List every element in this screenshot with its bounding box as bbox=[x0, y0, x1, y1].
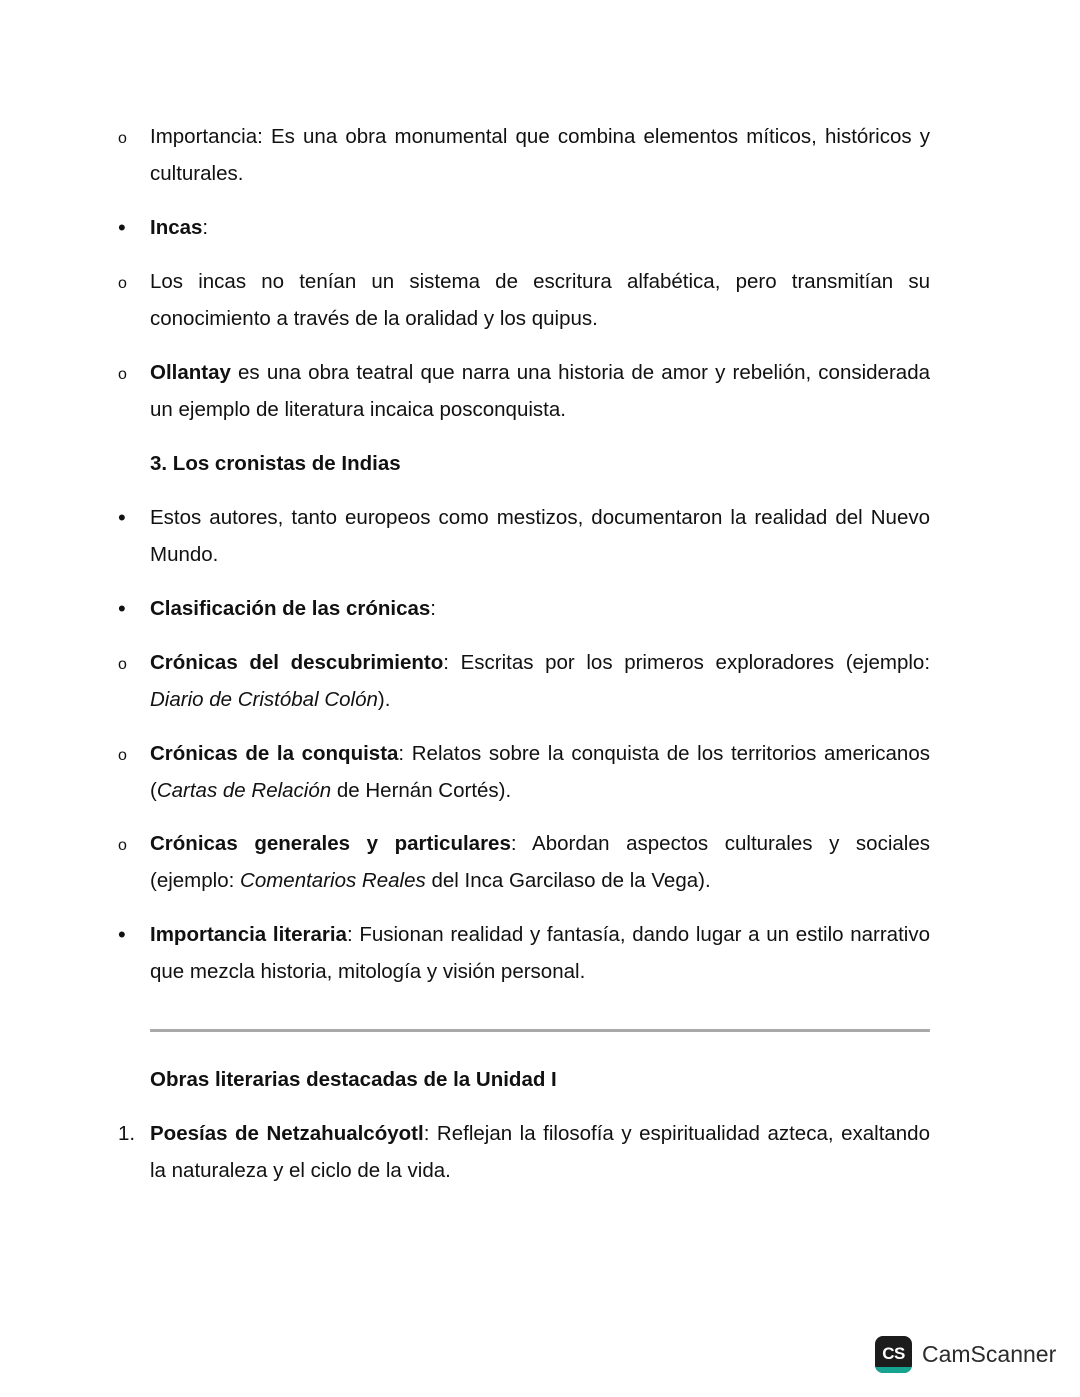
item-text-end: ). bbox=[377, 687, 391, 711]
item-text: : Fusionan realidad y fantasía, dando lugar a un estilo narrativo que mezcla historia, mitología y visión personal. bbox=[150, 923, 930, 983]
item-text: : Relatos sobre la conquista de los territorios americanos ( bbox=[150, 742, 930, 802]
item-text-end: de Hernán Cortés). bbox=[331, 778, 512, 802]
list-item-conquista bbox=[150, 736, 930, 809]
bullet-marker: • bbox=[118, 505, 126, 530]
item-bold: Poesías de Netzahualcóyotl bbox=[150, 1122, 424, 1145]
list-item-incas bbox=[150, 210, 930, 247]
sub-bullet-marker: o bbox=[118, 275, 127, 292]
item-bold: Ollantay bbox=[150, 361, 231, 384]
bullet-marker: • bbox=[118, 215, 126, 240]
number-marker: 1. bbox=[118, 1122, 136, 1145]
item-bold: Crónicas generales y particulares bbox=[150, 832, 511, 855]
list-item-autores bbox=[150, 500, 930, 573]
item-text: Estos autores, tanto europeos como mestizos, documentaron la realidad del Nuevo Mundo. bbox=[150, 506, 930, 566]
item-text: : Abordan aspectos culturales y sociales (ejemplo: bbox=[150, 832, 930, 892]
item-italic: Diario de Cristóbal Colón bbox=[150, 687, 378, 711]
list-item-importancia bbox=[150, 119, 930, 192]
item-bold: Crónicas de la conquista bbox=[150, 742, 399, 765]
camscanner-watermark bbox=[875, 1334, 1056, 1374]
list-item-netzahualcoyotl bbox=[150, 1116, 930, 1189]
item-bold: Clasificación de las crónicas bbox=[150, 597, 431, 620]
item-bold: Incas bbox=[150, 216, 203, 239]
item-italic: Cartas de Relación bbox=[156, 778, 332, 802]
section-heading-cronistas: 3. Los cronistas de Indias bbox=[150, 452, 401, 475]
list-item-ollantay bbox=[150, 355, 930, 428]
sub-bullet-marker: o bbox=[118, 366, 127, 383]
section-heading-obras: Obras literarias destacadas de la Unidad I bbox=[150, 1068, 557, 1091]
list-item-generales bbox=[150, 826, 930, 899]
bullet-marker: • bbox=[118, 922, 126, 947]
sub-bullet-marker: o bbox=[118, 130, 127, 147]
item-text: : Escritas por los primeros exploradores (ejemplo: bbox=[443, 651, 931, 674]
item-text: Los incas no tenían un sistema de escritura alfabética, pero transmitían su conocimiento a través de la oralidad y los quipus. bbox=[150, 270, 930, 330]
sub-bullet-marker: o bbox=[118, 656, 127, 673]
item-italic: Comentarios Reales bbox=[240, 868, 426, 892]
horizontal-divider bbox=[150, 1029, 930, 1032]
item-text: : bbox=[430, 597, 436, 620]
sub-bullet-marker: o bbox=[118, 837, 127, 854]
item-text: Importancia: Es una obra monumental que combina elementos míticos, históricos y culturales. bbox=[150, 125, 930, 185]
list-item-importancia-literaria bbox=[150, 917, 930, 990]
bullet-marker: • bbox=[118, 596, 126, 621]
item-bold: Importancia literaria bbox=[150, 923, 347, 946]
item-text: : bbox=[202, 216, 209, 239]
logo-accent-bar bbox=[875, 1367, 912, 1373]
item-bold: Crónicas del descubrimiento bbox=[150, 651, 444, 674]
camscanner-logo-icon bbox=[875, 1336, 912, 1373]
list-item-clasificacion bbox=[150, 591, 930, 628]
list-item-incas-escritura bbox=[150, 264, 930, 337]
list-item-descubrimiento bbox=[150, 645, 930, 718]
item-text: : Reflejan la filosofía y espiritualidad azteca, exaltando la naturaleza y el ciclo de la vida. bbox=[150, 1122, 930, 1182]
camscanner-name: CamScanner bbox=[922, 1340, 1057, 1367]
item-text-end: del Inca Garcilaso de la Vega). bbox=[425, 868, 711, 892]
sub-bullet-marker: o bbox=[118, 747, 127, 764]
item-text: es una obra teatral que narra una historia de amor y rebelión, considerada un ejemplo de literatura incaica posconquista. bbox=[150, 361, 930, 421]
logo-text: CS bbox=[882, 1343, 905, 1363]
